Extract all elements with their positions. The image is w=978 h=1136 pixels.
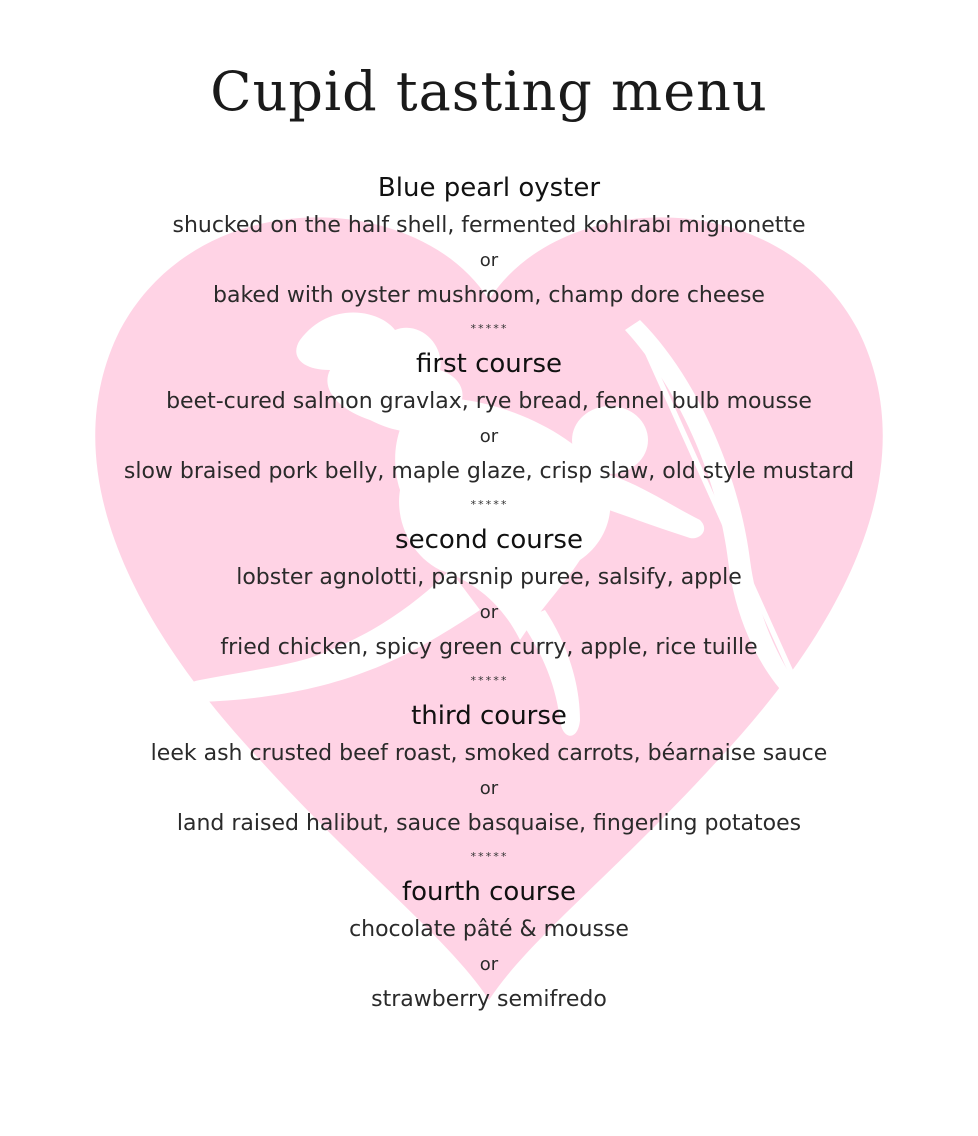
course-option-1: chocolate pâté & mousse [349, 917, 629, 942]
course-third [0, 696, 978, 872]
course-oyster [0, 168, 978, 344]
course-option-1: lobster agnolotti, parsnip puree, salsify, apple [236, 565, 742, 590]
course-option-2: slow braised pork belly, maple glaze, crisp slaw, old style mustard [123, 459, 855, 484]
course-separator: ***** [469, 850, 509, 863]
menu-courses [0, 168, 978, 1018]
course-option-1: beet-cured salmon gravlax, rye bread, fennel bulb mousse [166, 389, 812, 414]
course-title: first course [416, 349, 562, 379]
menu-title: Cupid tasting menu [210, 60, 768, 123]
course-second [0, 520, 978, 696]
course-separator: ***** [469, 322, 509, 335]
course-option-1: leek ash crusted beef roast, smoked carrots, béarnaise sauce [150, 741, 828, 766]
course-option-2: strawberry semifredo [371, 987, 607, 1012]
course-title: fourth course [401, 877, 577, 907]
course-or: or [479, 426, 499, 447]
course-separator: ***** [469, 674, 509, 687]
course-separator: ***** [469, 498, 509, 511]
course-title: second course [395, 525, 583, 555]
course-or: or [479, 954, 499, 975]
course-fourth [0, 872, 978, 1018]
course-option-1: shucked on the half shell, fermented kohlrabi mignonette [172, 213, 806, 238]
course-option-2: land raised halibut, sauce basquaise, fingerling potatoes [176, 811, 802, 836]
course-title: Blue pearl oyster [377, 173, 601, 203]
course-title: third course [411, 701, 567, 731]
course-or: or [479, 250, 499, 271]
course-first [0, 344, 978, 520]
course-or: or [479, 778, 499, 799]
course-option-2: baked with oyster mushroom, champ dore cheese [213, 283, 765, 308]
course-or: or [479, 602, 499, 623]
course-option-2: fried chicken, spicy green curry, apple, rice tuille [220, 635, 758, 660]
